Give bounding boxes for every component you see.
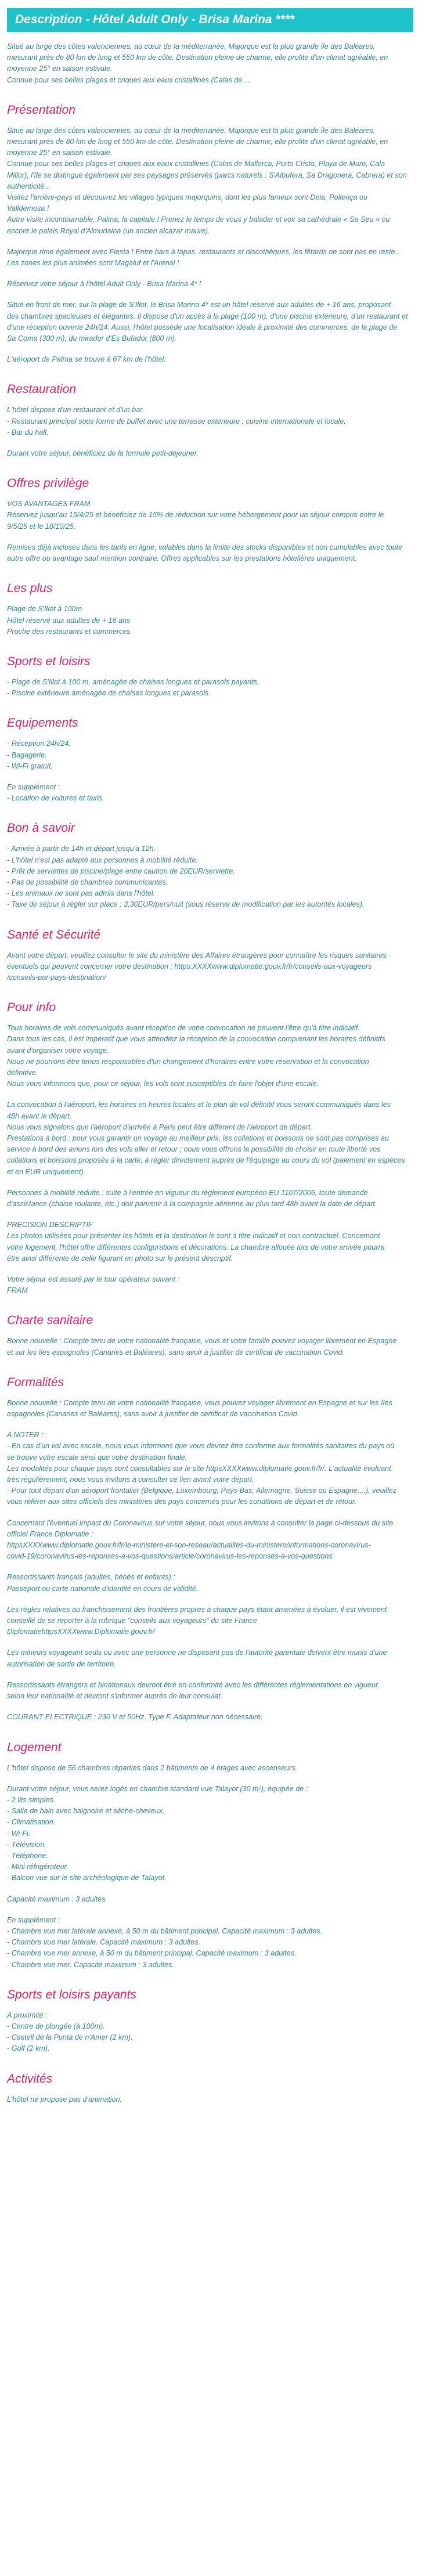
text-line: - Piscine extérieure aménagée de chaises longues et parasols.: [7, 689, 211, 698]
text-line: Capacité maximum : 3 adultes.: [7, 1895, 107, 1903]
intro-line: moyenne 25° en saison estivale.: [7, 64, 113, 73]
text-line: - Chambre vue mer latérale. Capacité maximum : 3 adultes.: [7, 1938, 201, 1947]
text-line: httpsXXXXwww.diplomatie.gouv.fr/fr/le-ministere-et-son-reseau/actualites-du-ministere/informations-coronavirus-: [7, 1541, 371, 1550]
section-sports-et-loisirs-payants: [7, 1988, 433, 2055]
text-line: Sa Coma (300 m), du mirador d'Es Bufador (800 m).: [7, 334, 177, 343]
section-heading: Offres privilège: [7, 477, 89, 490]
paragraph-block: [7, 1604, 433, 1638]
section-heading: Sports et loisirs: [7, 654, 91, 668]
text-line: Les mineurs voyageant seuls ou avec une personne ne disposant pas de l'autorité parentale doivent être munis d'une: [7, 1648, 387, 1657]
text-line: - Climatisation.: [7, 1818, 56, 1827]
section-heading: Les plus: [7, 582, 53, 596]
text-line: vous référer aux sites officiels des ministères des pays concernés pour les conditions de départ et de retour.: [7, 1498, 357, 1506]
text-line: Votre séjour est assuré par le tour opérateur suivant :: [7, 1275, 180, 1284]
text-line: - Golf (2 km).: [7, 2044, 50, 2053]
page-title: Description - Hôtel Adult Only - Brisa Marina ****: [7, 8, 413, 32]
paragraph-block: [7, 1398, 433, 1420]
text-line: Remises déjà incluses dans les tarifs en ligne, valables dans la limite des stocks disponibles et non cumulables avec toute: [7, 543, 403, 551]
text-line: conseillé de se reporter à la rubrique "conseils aux voyageurs" du site France: [7, 1617, 258, 1625]
paragraph-block: [7, 1712, 433, 1723]
text-line: Bonne nouvelle : Compte tenu de votre nationalité française, vous pouvez voyager librement en Espagne et sur les îles: [7, 1398, 392, 1407]
section-presentation: [7, 103, 433, 366]
paragraph-block: [7, 1680, 433, 1702]
text-line: et sur les îles espagnoles (Canaries et Baléares), sans avoir à justifier de certificat de vaccination Covid.: [7, 1348, 344, 1356]
intro-line: mesurant près de 80 km de long et 550 km de côte. Destination pleine de charme, elle profite d'un climat agréable, en: [7, 53, 388, 62]
text-line: - Location de voitures et taxis.: [7, 794, 104, 803]
paragraph-block: [7, 782, 433, 804]
section-restauration: [7, 383, 433, 459]
text-line: - Wi-Fi.: [7, 1829, 31, 1838]
text-line: - Les animaux ne sont pas admis dans l'hôtel.: [7, 889, 156, 898]
text-line: En supplément :: [7, 782, 60, 791]
text-line: covid-19/coronavirus-les-reponses-a-vos-questions/article/coronavirus-les-reponses-a-vos-questions: [7, 1552, 333, 1561]
section-logement: [7, 1741, 433, 1971]
paragraph-block: [7, 499, 433, 532]
paragraph-block: [7, 604, 433, 637]
text-line: et en EUR uniquement).: [7, 1167, 86, 1176]
text-line: Majorque rime également avec Fiesta ! Entre bars à tapas, restaurants et discothèques, les fêtards ne sont pas en reste...: [7, 247, 402, 256]
text-line: - Mini réfrigérateur.: [7, 1863, 68, 1871]
text-line: A NOTER :: [7, 1431, 44, 1439]
section-heading: Sports et loisirs payants: [7, 1987, 136, 2001]
text-line: autre offre ou avantage sauf mention contraire. Offres applicables sur les prestations hôtelières uniquement.: [7, 554, 357, 563]
section-charte-sanitaire: [7, 1314, 433, 1358]
section-les-plus: [7, 582, 433, 637]
paragraph-block: [7, 247, 433, 269]
text-line: - 2 lits simples.: [7, 1795, 56, 1804]
text-line: Les zones les plus animées sont Magaluf et l'Arenal !: [7, 259, 179, 268]
text-line: /conseils-par-pays-destination/: [7, 973, 106, 982]
text-line: Dans tous les cas, il est impératif que vous attendiez la réception de la convocation comprenant les horaires définitifs: [7, 1035, 385, 1044]
text-line: Personnes à mobilité réduite : suite à l'entrée en vigueur du règlement européen EU 1107/2006, toute demande: [7, 1188, 368, 1197]
section-heading: Présentation: [7, 103, 75, 117]
text-line: - Chambre vue mer latérale annexe, à 50 m du bâtiment principal. Capacité maximum : 3 adultes.: [7, 1926, 323, 1935]
text-line: d'assistance (chaise roulante, etc.) doit parvenir à la compagnie aérienne au plus tard 48h avant la date de départ.: [7, 1200, 377, 1208]
text-line: Situé en front de mer, sur la plage de S'Illot, le Brisa Marina 4* est un hôtel réservé aux adultes de + 16 ans, proposant: [7, 301, 391, 309]
text-line: éventuels qui peuvent concerner votre destination : https:XXXXwww.diplomatie.gouv.fr/fr/conseils-aux-voyageurs: [7, 962, 372, 970]
text-line: Valldemosa !: [7, 204, 49, 213]
paragraph-block: [7, 1894, 433, 1905]
section-heading: Activités: [7, 2072, 53, 2086]
section-heading: Equipements: [7, 716, 78, 730]
text-line: - Salle de bain avec baignoire et sèche-cheveux.: [7, 1807, 165, 1816]
text-line: Avant votre départ, veuillez consulter le site du ministère des Affaires étrangères pour connaître les risques sanitaires: [7, 951, 387, 959]
section-heading: Santé et Sécurité: [7, 928, 101, 941]
text-line: être ainsi différente de celle figurant en photo sur le présent descriptif.: [7, 1254, 233, 1262]
text-line: - Balcon vue sur le site archéologique de Talayot.: [7, 1874, 167, 1882]
text-line: - Bar du hall.: [7, 428, 49, 436]
text-line: autorisation de sortie de territoire.: [7, 1659, 116, 1668]
text-line: - Taxe de séjour à régler sur place : 3,30EUR/pers/nuit (sous réserve de modification par les autorités locales).: [7, 900, 365, 909]
text-line: avant d'organiser votre voyage.: [7, 1046, 109, 1055]
section-heading: Pour info: [7, 1001, 56, 1015]
text-line: En supplément :: [7, 1915, 60, 1924]
text-line: - Arrivée à partir de 14h et départ jusqu'à 12h.: [7, 845, 156, 853]
paragraph-block: [7, 1274, 433, 1296]
paragraph-block: [7, 1763, 433, 1774]
intro-line: Connue pour ses belles plages et criques aux eaux cristallines (Calas de ...: [7, 75, 251, 84]
text-line: des chambres spacieuses et élégantes. Il dispose d'un accès à la plage (100 m), d'une piscine extérieure, d'un restaurant et: [7, 312, 408, 320]
text-line: collations et boissons proposés à la carte, à régler directement auprès de l'équipage au cours du vol (paiement en espèces: [7, 1156, 405, 1165]
text-line: - Castell de la Punta de n'Amer (2 km).: [7, 2033, 133, 2042]
section-activites: [7, 2072, 433, 2105]
section-equipements: [7, 716, 433, 804]
text-line: - Pas de possibilité de chambres communicantes.: [7, 878, 168, 886]
page: [0, 8, 440, 2133]
text-line: Réservez jusqu'au 15/4/25 et bénéficiez de 15% de réduction sur votre hébergement pour un séjour compris entre le: [7, 511, 384, 519]
paragraph-block: [7, 1784, 433, 1884]
text-line: A proximité :: [7, 2011, 48, 2019]
section-sports-et-loisirs: [7, 655, 433, 699]
text-line: mesurant près de 80 km de long et 550 km de côte. Destination pleine de charme, elle profite d'un climat agréable, en: [7, 138, 388, 146]
text-line: - Centre de plongée (à 100m).: [7, 2022, 105, 2030]
text-line: Concernant l'éventuel impact du Coronavirus sur votre séjour, nous vous invitons à consulter la page ci-dessous du site: [7, 1518, 394, 1527]
paragraph-block: [7, 1518, 433, 1563]
text-line: authenticité...: [7, 182, 51, 190]
paragraph-block: [7, 448, 433, 459]
text-line: - Pour tout départ d'un aéroport frontalier (Belgique, Luxembourg, Pays-Bas, Allemagne, Suisse ou Espagne,...), veuillez: [7, 1487, 397, 1495]
paragraph-block: [7, 1647, 433, 1669]
text-line: - L'hôtel n'est pas adapté aux personnes à mobilité réduite.: [7, 856, 198, 864]
text-line: FRAM: [7, 1286, 28, 1295]
paragraph-block: [7, 1023, 433, 1089]
text-line: Hôtel réservé aux adultes de + 16 ans: [7, 616, 131, 625]
text-line: Nous vous informons que, pour ce séjour, les vols sont susceptibles de faire l'objet d'une escale.: [7, 1080, 319, 1088]
section-pour-info: [7, 1001, 433, 1296]
intro-line: Situé au large des côtes valenciennes, au cœur de la méditerranée, Majorque est la plus grande île des Baléares,: [7, 42, 376, 50]
text-line: Ressortissants français (adultes, bébés et enfants) :: [7, 1573, 175, 1582]
text-line: encore le palais Royal d'Almudaina (un ancien alcazar maure).: [7, 226, 210, 235]
text-line: votre logement, l'hôtel offre différentes configurations et décorations. La chambre allouée lors de votre arrivée pourra: [7, 1243, 385, 1251]
text-line: 9/5/25 et le 18/10/25.: [7, 522, 76, 531]
section-heading: Logement: [7, 1740, 62, 1754]
text-line: très régulièrement, nous vous invitons à consulter ce lien avant votre départ.: [7, 1475, 254, 1484]
paragraph-block: [7, 1915, 433, 1971]
paragraph-block: [7, 1099, 433, 1177]
text-line: COURANT ELECTRIQUE : 230 V et 50Hz. Type F. Adaptateur non nécessaire.: [7, 1713, 263, 1722]
text-line: L'hôtel dispose d'un restaurant et d'un bar.: [7, 406, 145, 414]
section-heading: Bon à savoir: [7, 821, 75, 835]
text-line: service à bord des avions lors des vols aller et retour ; nous vous offrons la possibilité de choisir en toute liberté vos: [7, 1145, 381, 1154]
text-line: espagnoles (Canaries et Baléares), sans avoir à justifier de certificat de vaccination Covid.: [7, 1410, 300, 1419]
text-line: - Plage de S'Illot à 100 m, aménagée de chaises longues et parasols payants.: [7, 677, 259, 686]
paragraph-block: [7, 843, 433, 910]
text-line: Bonne nouvelle : Compte tenu de votre nationalité française, vous et votre famille pouvez voyager librement en Espagne: [7, 1337, 397, 1345]
text-line: se trouve votre escale ainsi que votre destination finale.: [7, 1453, 187, 1462]
paragraph-block: [7, 2094, 433, 2105]
text-line: Visitez l'arrière-pays et découvrez les villages typiques majorquins, dont les plus fameux sont Deia, Pollença ou: [7, 193, 367, 202]
text-line: Durant votre séjour, vous serez logés en chambre standard vue Talayot (30 m²), équipée de :: [7, 1784, 308, 1793]
text-line: Les photos utilisées pour présenter les hôtels et la destination le sont à titre indicatif et non-contractuel. Concernant: [7, 1232, 380, 1240]
text-line: Les règles relatives au franchissement des frontières propres à chaque pays étant amenées à évoluer, il est vivement: [7, 1605, 387, 1614]
text-line: - Réception 24h/24.: [7, 739, 71, 748]
text-line: Tous horaires de vols communiqués avant réception de votre convocation ne peuvent l'être qu'à titre indicatif.: [7, 1024, 360, 1033]
text-line: Connue pour ses belles plages et criques aux eaux cristallines (Calas de Mallorca, Porto Cristo, Playa de Muro, Cala: [7, 160, 385, 168]
text-line: - Téléphone.: [7, 1851, 48, 1860]
text-line: L'aéroport de Palma se trouve à 67 km de l'hôtel.: [7, 355, 166, 364]
text-line: définitive.: [7, 1068, 38, 1077]
text-line: La convocation à l'aéroport, les horaires en heures locales et le plan de vol définitif vous seront communiqués dans les: [7, 1101, 391, 1109]
text-line: Situé au large des côtes valenciennes, au cœur de la méditerranée, Majorque est la plus grande île des Baléares,: [7, 126, 376, 135]
text-line: - Prêt de serviettes de piscine/plage entre caution de 20EUR/serviette.: [7, 867, 235, 875]
text-line: officiel France Diplomatie :: [7, 1529, 93, 1538]
text-line: Ressortissants étrangers et binationaux devront être en conformité avec les différentes réglementations en vigueur,: [7, 1680, 380, 1689]
section-sante-et-securite: [7, 928, 433, 984]
paragraph-block: [7, 1220, 433, 1264]
text-line: - Wi-Fi gratuit.: [7, 762, 53, 770]
text-line: DiplomatiehttpsXXXXwww.Diplomatie.gouv.fr/: [7, 1628, 155, 1636]
section-offres-privilege: [7, 477, 433, 564]
text-line: 48h avant le départ.: [7, 1112, 72, 1120]
text-line: Nous vous signalons que l'aéroport d'arrivée à Paris peut être différent de l'aéroport de départ.: [7, 1123, 312, 1131]
text-line: selon leur nationalité et devront s'informer auprès de leur consulat.: [7, 1692, 223, 1701]
paragraph-block: [7, 1430, 433, 1507]
text-line: - Chambre vue mer. Capacité maximum : 3 adultes.: [7, 1960, 174, 1969]
text-line: L'hôtel ne propose pas d'animation.: [7, 2095, 122, 2104]
text-line: PRECISION DESCRIPTIF: [7, 1221, 93, 1229]
section-formalites: [7, 1376, 433, 1723]
text-line: Proche des restaurants et commerces: [7, 627, 131, 636]
text-line: moyenne 25° en saison estivale.: [7, 149, 113, 157]
paragraph-block: [7, 354, 433, 365]
text-line: Millor), l'île se distingue également par ses paysages préservés (parcs naturels : S'Albufera, Sa Dragonera, Cabrera) et son: [7, 171, 407, 179]
text-line: - Bagagerie.: [7, 751, 47, 759]
text-line: - Chambre vue mer annexe, à 50 m du bâtiment principal. Capacité maximum : 3 adultes.: [7, 1949, 297, 1958]
text-line: - Restaurant principal sous forme de buffet avec une terrasse extérieure : cuisine internationale et locale.: [7, 417, 346, 425]
paragraph-block: [7, 677, 433, 699]
intro-text: [7, 41, 433, 86]
text-line: Les modalités pour chaque pays sont consultables sur le site httpsXXXXwww.diplomatie.gouv.fr/fr/. L'actualité évoluant: [7, 1464, 391, 1473]
text-line: Autre visite incontournable, Palma, la capitale ! Prenez le temps de vous y balader et voir sa cathédrale « Sa Seu » ou: [7, 215, 390, 224]
text-line: L'hôtel dispose de 56 chambres réparties dans 2 bâtiments de 4 étages avec ascenseurs.: [7, 1763, 298, 1772]
paragraph-block: [7, 300, 433, 344]
paragraph-block: [7, 950, 433, 984]
text-line: Plage de S'Illot à 100m: [7, 605, 82, 614]
paragraph-block: [7, 405, 433, 438]
text-line: Passeport ou carte nationale d'identité en cours de validité.: [7, 1584, 199, 1593]
paragraph-block: [7, 1572, 433, 1594]
section-bon-a-savoir: [7, 821, 433, 910]
text-line: - En cas d'un vol avec escale, nous vous informons que vous devrez être conforme aux formalités sanitaires du pays où: [7, 1442, 395, 1451]
section-heading: Formalités: [7, 1375, 64, 1389]
section-heading: Charte sanitaire: [7, 1314, 93, 1327]
paragraph-block: [7, 1336, 433, 1358]
text-line: Réservez votre séjour à l'hôtel Adult Only - Brisa Marina 4* !: [7, 280, 201, 288]
paragraph-block: [7, 1188, 433, 1210]
paragraph-block: [7, 279, 433, 290]
text-line: d'une réception ouverte 24h/24. Aussi, l'hôtel possède une localisation idéale à proximité des commerces, de la plage de: [7, 323, 398, 331]
section-heading: Restauration: [7, 383, 77, 396]
text-line: Durant votre séjour, bénéficiez de la formule petit-déjeuner.: [7, 449, 199, 458]
text-line: VOS AVANTAGES FRAM: [7, 500, 91, 508]
paragraph-block: [7, 542, 433, 564]
text-line: Prestations à bord : pour vous garantir un voyage au meilleur prix, les collations et boissons ne sont pas comprises au: [7, 1134, 389, 1142]
text-line: Nous ne pourrons être tenus responsables d'un changement d'horaires entre votre réservation et la convocation: [7, 1057, 369, 1066]
paragraph-block: [7, 2010, 433, 2055]
paragraph-block: [7, 125, 433, 237]
text-line: - Télévision.: [7, 1840, 46, 1849]
paragraph-block: [7, 738, 433, 772]
sections-container: [7, 103, 433, 2105]
